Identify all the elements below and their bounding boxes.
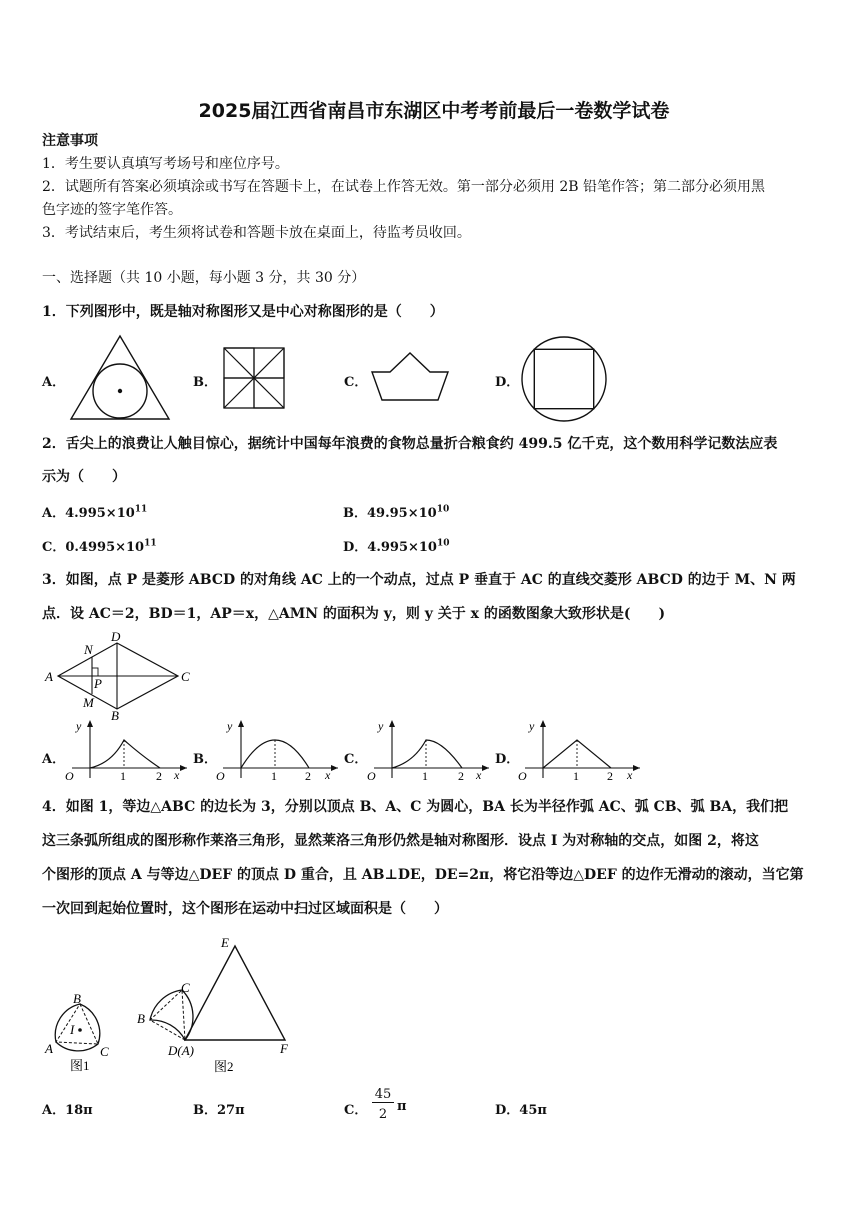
q2-option-a: A．$4.995\times 10^{11}$ xyxy=(42,504,148,521)
svg-text:图1: 图1 xyxy=(70,1058,90,1073)
q1-label-c: C． xyxy=(344,375,368,390)
q4-option-c-denominator: 2 xyxy=(378,1107,388,1122)
q3-stem-line1: 3．如图，点 P 是菱形 ABCD 的对角线 AC 上的一个动点，过点 P 垂直于 AC 的直线交菱形 ABCD 的边于 M、N 两 xyxy=(42,572,796,588)
page-title: 2025届江西省南昌市东湖区中考考前最后一卷数学试卷 xyxy=(198,100,670,122)
q1-label-a: A． xyxy=(42,375,66,390)
q4-figure-2 xyxy=(130,932,298,1078)
svg-text:1: 1 xyxy=(422,769,428,782)
q3-graph-a xyxy=(62,718,192,782)
q4-option-a: A．18π xyxy=(42,1103,93,1118)
svg-text:y: y xyxy=(378,719,384,733)
svg-text:B: B xyxy=(73,991,81,1006)
q3-stem-line2: 点．设 AC＝2，BD＝1，AP＝x，△AMN 的面积为 y，则 y 关于 x 的函数图象大致形状是( ) xyxy=(42,606,666,622)
q3-graph-b xyxy=(213,718,343,782)
q1-figure-square-circle xyxy=(519,334,609,424)
svg-text:2: 2 xyxy=(607,769,613,782)
svg-text:x: x xyxy=(174,768,180,782)
q3-graph-d xyxy=(515,718,645,782)
q4-stem-line2: 这三条弧所组成的图形称作莱洛三角形，显然莱洛三角形仍然是轴对称图形．设点 I 为对称轴的交点，如图 2，将这 xyxy=(42,833,759,849)
svg-text:I: I xyxy=(70,1022,75,1037)
svg-text:x: x xyxy=(325,768,331,782)
svg-text:y: y xyxy=(529,719,535,733)
q3-label-c: C xyxy=(181,669,190,684)
svg-text:D(A): D(A) xyxy=(168,1043,194,1058)
svg-text:F: F xyxy=(280,1041,288,1056)
q3-label-m: M xyxy=(83,695,94,710)
svg-text:O: O xyxy=(65,769,74,782)
svg-text:y: y xyxy=(227,719,233,733)
notice-item-2-cont: 色字迹的签字笔作答。 xyxy=(42,202,182,218)
q1-figure-boat xyxy=(370,350,450,404)
q4-option-c-pi: π xyxy=(397,1099,407,1114)
svg-text:C: C xyxy=(181,980,190,995)
notice-item-2: 2．试题所有答案必须填涂或书写在答题卡上，在试卷上作答无效。第一部分必须用 2B 铅笔作答；第二部分必须用黑 xyxy=(42,179,765,195)
q3-label-a: A xyxy=(45,669,53,684)
q3-label-option-d: D． xyxy=(495,752,520,767)
q3-rhombus-figure xyxy=(40,628,200,722)
q4-option-c-numerator: 45 xyxy=(372,1087,394,1103)
svg-text:1: 1 xyxy=(573,769,579,782)
q3-graph-c xyxy=(364,718,494,782)
svg-text:A: A xyxy=(45,1041,53,1056)
notice-heading: 注意事项 xyxy=(42,133,98,149)
q3-label-option-c: C． xyxy=(344,752,368,767)
q3-label-n: N xyxy=(84,642,93,657)
svg-text:2: 2 xyxy=(305,769,311,782)
q2-stem-line2: 示为（ ） xyxy=(42,469,126,485)
svg-text:2: 2 xyxy=(458,769,464,782)
svg-text:图2: 图2 xyxy=(214,1059,234,1074)
q1-figure-triangle-circle xyxy=(68,333,172,423)
q4-stem-line3: 个图形的顶点 A 与等边△DEF 的顶点 D 重合，且 AB⊥DE，DE=2π，将它沿等边△DEF 的边作无滑动的滚动，当它第 xyxy=(42,867,804,883)
q4-option-b: B．27π xyxy=(193,1103,245,1118)
svg-text:1: 1 xyxy=(120,769,126,782)
svg-text:1: 1 xyxy=(271,769,277,782)
svg-text:x: x xyxy=(476,768,482,782)
svg-text:O: O xyxy=(367,769,376,782)
q4-figure-1 xyxy=(40,990,120,1074)
q4-stem-line1: 4．如图 1，等边△ABC 的边长为 3，分别以顶点 B、A、C 为圆心，BA 长为半径作弧 AC、弧 CB、弧 BA，我们把 xyxy=(42,799,789,815)
svg-text:E: E xyxy=(221,935,229,950)
svg-text:C: C xyxy=(100,1044,109,1059)
svg-text:O: O xyxy=(518,769,527,782)
notice-item-1: 1．考生要认真填写考场号和座位序号。 xyxy=(42,156,289,172)
q1-label-d: D． xyxy=(495,375,520,390)
q2-option-d: D．$4.995\times 10^{10}$ xyxy=(343,538,450,555)
q1-figure-pinwheel xyxy=(222,346,286,410)
q2-option-c: C．$0.4995\times 10^{11}$ xyxy=(42,538,157,555)
q2-stem-line1: 2．舌尖上的浪费让人触目惊心，据统计中国每年浪费的食物总量折合粮食约 499.5 亿千克，这个数用科学记数法应表 xyxy=(42,436,778,452)
q2-option-b: B．$49.95\times 10^{10}$ xyxy=(343,504,450,521)
q4-stem-line4: 一次回到起始位置时，这个图形在运动中扫过区域面积是（ ） xyxy=(42,901,448,917)
q4-option-d: D．45π xyxy=(495,1103,547,1118)
q3-label-p: P xyxy=(94,676,102,691)
q1-stem: 1．下列图形中，既是轴对称图形又是中心对称图形的是（ ） xyxy=(42,304,444,320)
q4-option-c-label: C． xyxy=(344,1103,368,1118)
svg-text:2: 2 xyxy=(156,769,162,782)
notice-item-3: 3．考试结束后，考生须将试卷和答题卡放在桌面上，待监考员收回。 xyxy=(42,225,471,241)
svg-text:B: B xyxy=(137,1011,145,1026)
svg-text:O: O xyxy=(216,769,225,782)
svg-text:y: y xyxy=(76,719,82,733)
q3-label-option-a: A． xyxy=(42,752,66,767)
section-heading: 一、选择题（共 10 小题，每小题 3 分，共 30 分） xyxy=(42,270,366,286)
q3-label-option-b: B． xyxy=(193,752,217,767)
q3-label-d: D xyxy=(111,629,121,644)
svg-text:x: x xyxy=(627,768,633,782)
q1-label-b: B． xyxy=(193,375,217,390)
q3-label-b: B xyxy=(111,708,119,722)
